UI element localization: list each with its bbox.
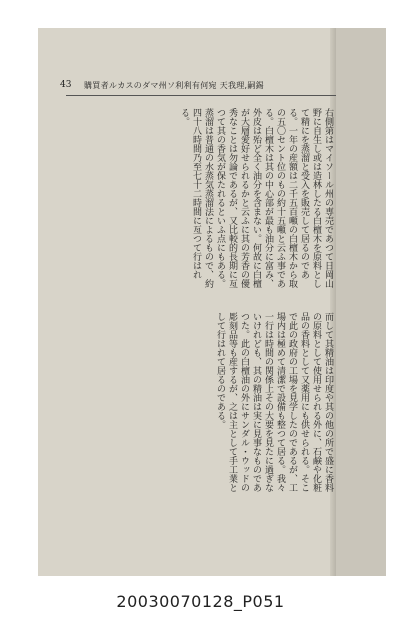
- text-block-upper: 右側第はマイソール州の専売であつて日岡山野に自生し或は造林したる白檀木を原料として精にを蒸溜と受入を販売して居るのである。一年の産額は二千五百噸の白檀木から取の五〇セント位のもの約十五噸と云ふ事である。白檀木は其の中心部が最も油分に富み、外皮は殆ど全く油分を含まない。何故に白檀が大層愛好せられるかと云ふに其の芳香の優秀なことは勿論であるが、又比較的長期に亙つて其の香気が保たれるといふ点にもある。蒸溜は普通の水蒸気蒸溜法によるもので、約四十八時間乃至七十二時間に亙つて行はれる。: [179, 108, 333, 288]
- facing-page-edge: [336, 28, 386, 576]
- text-block-lower: 而して其精油は印度や其の他の所で盛に香料の原料として使用せられる外に、石鹸や化粧品の香料として又薬用にも供せられる。そこで此の政府の工場を見学したのであるが、工場内は極めて清潔で設備も整つて居る。我々一行は時間の関係上その大要を見たに過ぎないけれども、其の精油は実に見事なものであつた。此の白檀油の外にサンダル・ウッドの彫刻品等も産するが、之は主として手工業として行はれて居るのである。: [215, 312, 333, 492]
- running-head: 購買者ルカスのダマ州ソ利利有何宛 天我理,嗣錫: [84, 81, 264, 90]
- header-rule: [66, 95, 336, 96]
- page-number: 43: [60, 80, 72, 90]
- image-id-caption: 20030070128_P051: [116, 592, 285, 611]
